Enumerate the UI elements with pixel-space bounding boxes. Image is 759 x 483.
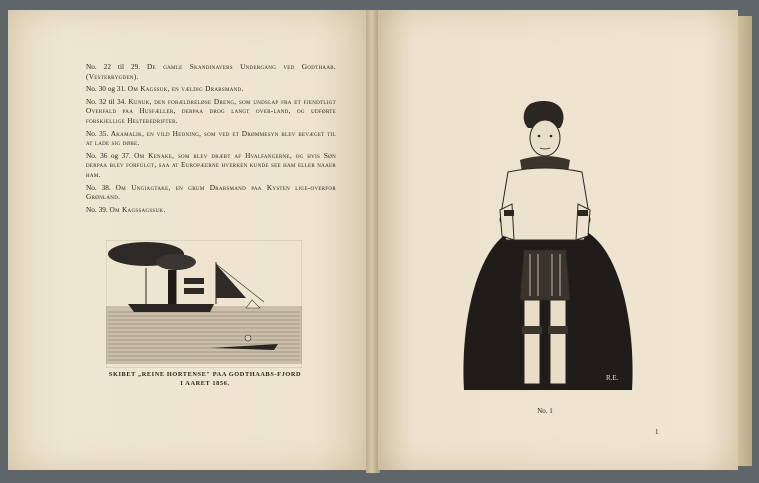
toc-entry-text: Akamalik, en vild Hedning, som ved et Drømmesyn blev bevæget til at lade sig døbe. [86,128,336,148]
toc-entry-text: Om Kagssuk, en vældig Drabsmand. [127,84,244,94]
iceberg [246,300,260,308]
greenlandic-woman-woodcut [458,100,636,404]
toc-entry-number: No. 36 og 37. [86,150,131,160]
toc-entry-number: No. 38. [86,182,111,192]
toc-entry [86,205,336,215]
toc-entry-number: No. 39. [86,204,108,214]
toc-entry-number: No. 22 til 29. [86,62,141,71]
sea [106,306,302,364]
toc-entry-text: De gamle Skandinavers Undergang ved Godthaab. (Vesterbygden). [86,62,337,81]
caption-line: I AARET 1856. [180,380,230,387]
toc-entry [86,151,336,180]
kayaker [245,335,251,341]
page-number: 1 [655,428,659,436]
toc-entry-number: No. 32 til 34. [86,96,127,106]
caption-line: SKIBET „REINE HORTENSE" PAA GODTHAABS-FJORD [108,371,302,378]
artist-monogram: R.E. [606,374,619,382]
boot-band [522,326,542,334]
ship-sail [184,278,204,284]
boot [524,300,540,384]
ship-hull [128,304,214,312]
toc-entry-number: No. 30 og 31. [86,84,126,94]
toc-entry-text: Om Kenake, som blev dræbt af Hvalfangerne, og hvis Søn derpaa blev forfulgt, saa at Europæerne hverken kunde see ham eller naaer ham. [86,150,336,179]
eye [538,135,541,138]
sleeve [500,204,514,240]
sleeve-band [504,210,514,216]
toc-entry [86,129,336,148]
eye [550,135,553,138]
toc-entry-number: No. 35. [86,128,109,138]
boot [550,300,566,384]
page-edges [738,16,752,466]
steamship-engraving [106,240,302,368]
ship-sail [184,288,204,294]
face [530,120,560,156]
boot-band [548,326,568,334]
smokestack [168,270,176,304]
figure-label: No. 1 [537,407,553,415]
toc-entry-text: Kunuk, den forældreløse Dreng, som undslap fra et fjendtligt Overfald paa Husfæller, derpaa drog langt over-land, og udførte forskjellige Heltebedrifter. [86,96,336,125]
ship-sail [216,264,246,298]
toc-entry [86,183,336,202]
sleeve [576,204,590,240]
toc-entry [86,62,336,81]
skin-trousers [520,250,570,300]
toc-entry-text: Om Ungiagtake, en grum Drabsmand paa Kysten lige-overfor Grønland. [86,182,336,202]
table-of-contents [86,62,336,217]
toc-entry-text: Om Kagssagssuk. [109,204,166,214]
toc-entry [86,97,336,126]
sleeve-band [578,210,588,216]
smoke-plume [156,254,196,270]
engraving-caption [100,370,310,388]
toc-entry [86,84,336,94]
